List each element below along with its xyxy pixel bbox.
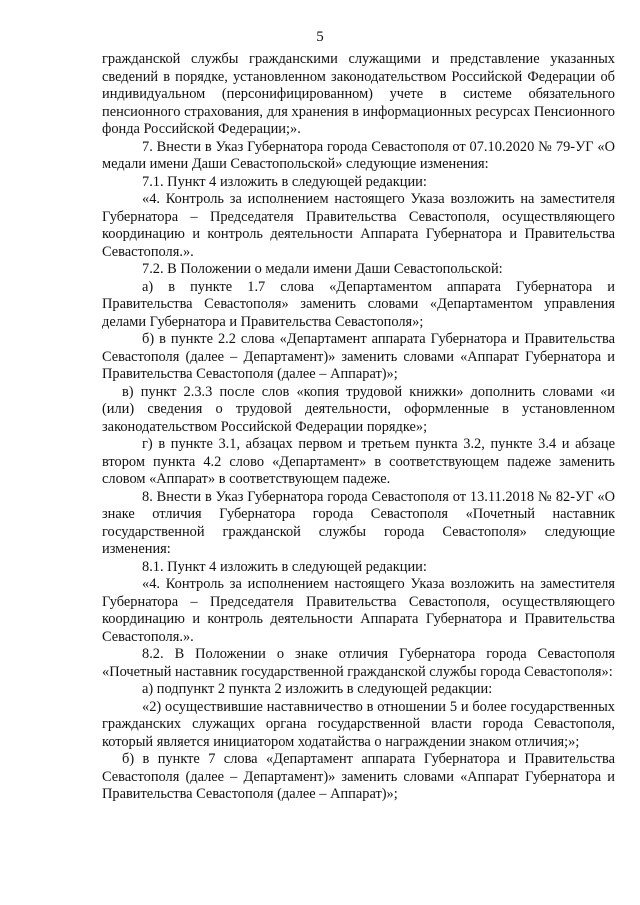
paragraph-subitem-a-second: а) подпункт 2 пункта 2 изложить в следующей редакции: xyxy=(142,681,493,697)
paragraph-item-8: 8. Внести в Указ Губернатора города Севастополя от 13.11.2018 № 82-УГ «О знаке отличия Губернатора города Севастополя «Почетный наставник государственной гражданской службы города Севастополя» следующие изменения: xyxy=(102,488,615,557)
paragraph-subitem-b: б) в пункте 2.2 слова «Департамент аппарата Губернатора и Правительства Севастополя (далее – Департамент)» заменить словами «Аппарат Губернатора и Правительства Севастополя (далее – Аппарат)»; xyxy=(102,331,615,382)
paragraph-quote-4-second: «4. Контроль за исполнением настоящего Указа возложить на заместителя Губернатора – Председателя Правительства Севастополя, осуществляющего координацию и контроль деятельности Аппарата Губернатора и Правительства Севастополя.». xyxy=(102,576,615,645)
paragraph-continuation: гражданской службы гражданскими служащими и представление указанных сведений в порядке, установленном законодательством Российской Федерации об индивидуальном (персонифицированном) учете в системе обязательного пенсионного страхования, для хранения в информационных ресурсах Пенсионного фонда Российской Федерации;». xyxy=(102,51,615,137)
paragraph-item-8-1: 8.1. Пункт 4 изложить в следующей редакции: xyxy=(142,558,427,575)
paragraph-quote-2: «2) осуществившие наставничество в отношении 5 и более государственных гражданских служащих органа государственной власти города Севастополя, который является инициатором ходатайства о награждении знаком отличия;»; xyxy=(102,698,615,750)
paragraph-item-7: 7. Внести в Указ Губернатора города Севастополя от 07.10.2020 № 79-УГ «О медали имени Даши Севастопольской» следующие изменения: xyxy=(102,138,615,172)
document-body xyxy=(102,51,615,804)
paragraph-subitem-g: г) в пункте 3.1, абзацах первом и третьем пункта 3.2, пункте 3.4 и абзаце втором пункта 4.2 слово «Департамент» в соответствующем падеже заменить словом «Аппарат» в соответствующем падеже. xyxy=(102,436,615,487)
paragraph-subitem-b-second: б) в пункте 7 слова «Департамент аппарата Губернатора и Правительства Севастополя (далее – Департамент)» заменить словами «Аппарат Губернатора и Правительства Севастополя (далее – Аппарат)»; xyxy=(102,751,615,802)
paragraph-item-7-1: 7.1. Пункт 4 изложить в следующей редакции: xyxy=(142,173,427,190)
paragraph-item-8-2: 8.2. В Положении о знаке отличия Губернатора города Севастополя «Почетный наставник государственной гражданской службы города Севастополя»: xyxy=(102,646,615,680)
page-number: 5 xyxy=(316,29,324,45)
paragraph-subitem-v: в) пункт 2.3.3 после слов «копия трудовой книжки» дополнить словами «и (или) сведения о трудовой деятельности, оформленные в установленном законодательством Российской Федерации порядке»; xyxy=(102,383,615,435)
paragraph-subitem-a: а) в пункте 1.7 слова «Департаментом аппарата Губернатора и Правительства Севастополя» заменить словами «Департаментом управления делами Губернатора и Правительства Севастополя»; xyxy=(102,278,615,330)
paragraph-quote-4: «4. Контроль за исполнением настоящего Указа возложить на заместителя Губернатора – Председателя Правительства Севастополя, осуществляющего координацию и контроль деятельности Аппарата Губернатора и Правительства Севастополя.». xyxy=(102,191,615,260)
paragraph-item-7-2: 7.2. В Положении о медали имени Даши Севастопольской: xyxy=(142,261,503,277)
